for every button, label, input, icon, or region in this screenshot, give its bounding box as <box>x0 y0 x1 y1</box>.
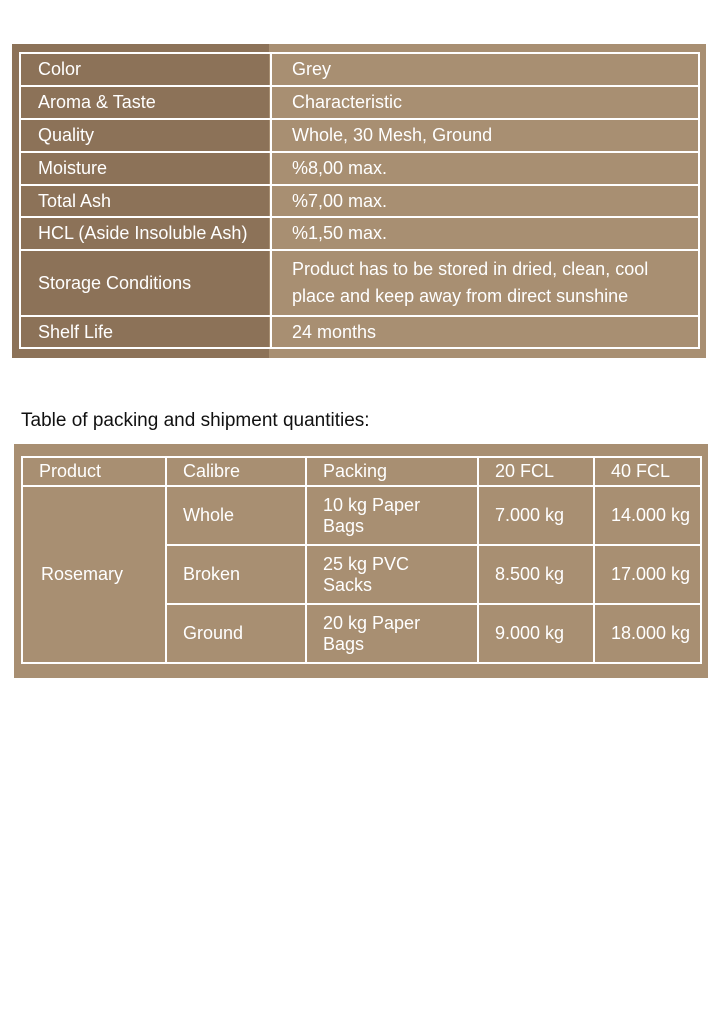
spec-label: HCL (Aside Insoluble Ash) <box>20 217 271 250</box>
packing-row-whole <box>22 486 701 545</box>
packing-header-row <box>22 457 701 486</box>
product-cell: Rosemary <box>22 486 166 663</box>
header-product: Product <box>22 457 166 486</box>
spec-row-total-ash <box>20 185 699 217</box>
fcl20-cell: 7.000 kg <box>478 486 594 545</box>
specification-table-panel <box>12 44 706 358</box>
spec-value: Whole, 30 Mesh, Ground <box>271 119 699 152</box>
packing-table-heading: Table of packing and shipment quantities: <box>21 410 370 431</box>
spec-value: Characteristic <box>271 86 699 119</box>
header-packing: Packing <box>306 457 478 486</box>
calibre-cell: Ground <box>166 604 306 663</box>
spec-value: 24 months <box>271 316 699 348</box>
calibre-cell: Whole <box>166 486 306 545</box>
spec-value: %8,00 max. <box>271 152 699 185</box>
spec-label: Color <box>20 53 271 86</box>
fcl40-cell: 17.000 kg <box>594 545 701 604</box>
spec-row-aroma <box>20 86 699 119</box>
spec-value: Product has to be stored in dried, clean, cool place and keep away from direct sunshine <box>271 250 699 316</box>
header-20-fcl: 20 FCL <box>478 457 594 486</box>
header-40-fcl: 40 FCL <box>594 457 701 486</box>
spec-label: Aroma & Taste <box>20 86 271 119</box>
spec-label: Storage Conditions <box>20 250 271 316</box>
spec-label: Total Ash <box>20 185 271 217</box>
spec-value: %1,50 max. <box>271 217 699 250</box>
fcl40-cell: 18.000 kg <box>594 604 701 663</box>
fcl20-cell: 8.500 kg <box>478 545 594 604</box>
header-calibre: Calibre <box>166 457 306 486</box>
calibre-cell: Broken <box>166 545 306 604</box>
spec-value: Grey <box>271 53 699 86</box>
spec-value: %7,00 max. <box>271 185 699 217</box>
spec-row-storage <box>20 250 699 316</box>
spec-row-quality <box>20 119 699 152</box>
spec-row-hcl <box>20 217 699 250</box>
spec-row-shelf-life <box>20 316 699 348</box>
spec-label: Moisture <box>20 152 271 185</box>
packing-table <box>21 456 702 664</box>
fcl40-cell: 14.000 kg <box>594 486 701 545</box>
packing-cell: 20 kg Paper Bags <box>306 604 478 663</box>
packing-cell: 10 kg Paper Bags <box>306 486 478 545</box>
packing-cell: 25 kg PVC Sacks <box>306 545 478 604</box>
fcl20-cell: 9.000 kg <box>478 604 594 663</box>
packing-table-panel <box>14 444 708 678</box>
spec-label: Quality <box>20 119 271 152</box>
specification-table <box>19 52 700 349</box>
spec-row-moisture <box>20 152 699 185</box>
spec-label: Shelf Life <box>20 316 271 348</box>
spec-row-color <box>20 53 699 86</box>
